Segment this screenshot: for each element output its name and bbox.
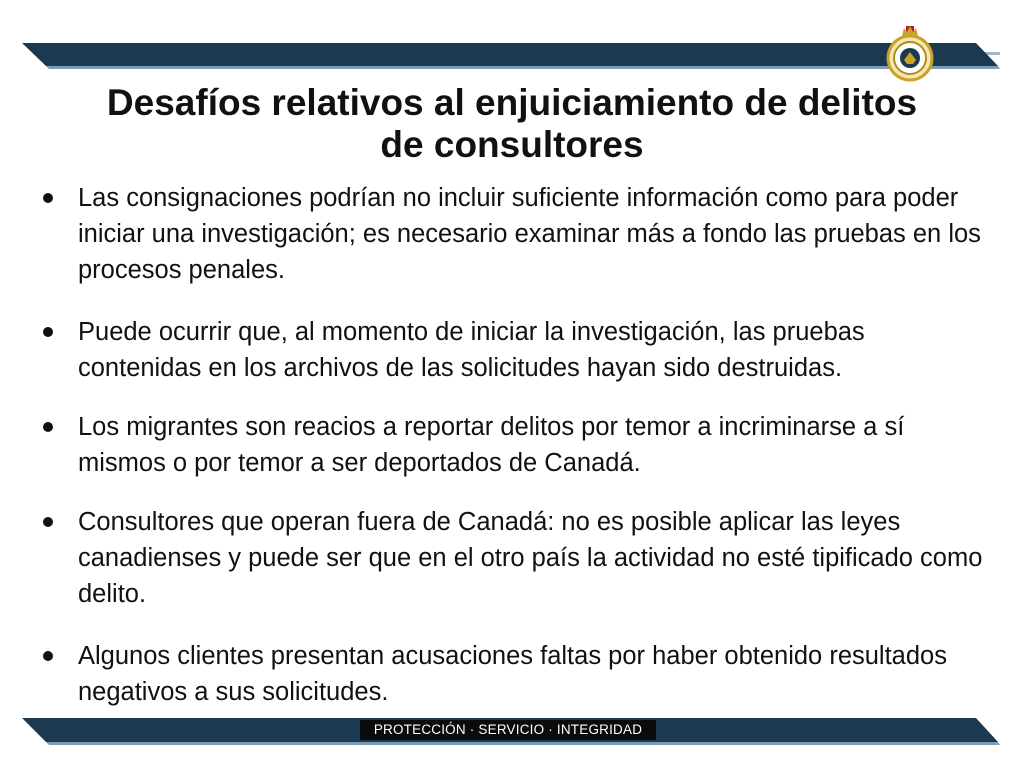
bullet-item (40, 409, 985, 481)
bullet-dot-icon (43, 193, 53, 203)
bullet-dot-icon (43, 651, 53, 661)
bullet-item (40, 638, 985, 710)
bullet-text: Consultores que operan fuera de Canadá: no es posible aplicar las leyes canadienses y puede ser que en el otro país la actividad no esté tipificado como delito. (78, 508, 983, 608)
bullet-dot-icon (43, 422, 53, 432)
title-line-2: de consultores (380, 124, 644, 165)
bullet-item (40, 504, 985, 612)
bullet-dot-icon (43, 327, 53, 337)
royal-crown-badge-icon (880, 20, 940, 84)
bullet-list (40, 180, 985, 710)
footer-motto: PROTECCIÓN · SERVICIO · INTEGRIDAD (360, 720, 656, 740)
bullet-item (40, 180, 985, 288)
bullet-dot-icon (43, 517, 53, 527)
bullet-text: Algunos clientes presentan acusaciones faltas por haber obtenido resultados negativos a sus solicitudes. (78, 642, 947, 706)
title-line-1: Desafíos relativos al enjuiciamiento de delitos (106, 82, 918, 123)
bullet-text: Puede ocurrir que, al momento de iniciar la investigación, las pruebas contenidas en los archivos de las solicitudes hayan sido destruidas. (78, 318, 865, 382)
slide-title (40, 82, 984, 166)
bullet-item (40, 314, 985, 386)
bullet-text: Las consignaciones podrían no incluir suficiente información como para poder iniciar una investigación; es necesario examinar más a fondo las pruebas en los procesos penales. (78, 184, 981, 284)
bullet-text: Los migrantes son reacios a reportar delitos por temor a incriminarse a sí mismos o por temor a ser deportados de Canadá. (78, 413, 905, 477)
top-banner (0, 0, 1024, 80)
